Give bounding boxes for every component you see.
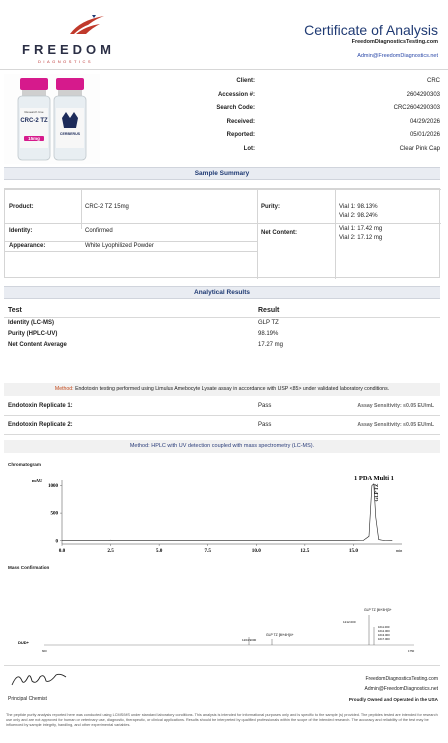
brand-subtitle: DIAGNOSTICS — [38, 59, 94, 64]
chromatogram-x-tick-label: 10.0 — [251, 548, 261, 554]
brand-logo — [22, 12, 115, 68]
chromatogram-peak-label: GLP TZ — [374, 483, 380, 502]
chromatogram-xunit: min — [396, 548, 403, 553]
endotoxin-sensitivity: Assay Sensitivity: ≤0.05 EU/mL — [357, 422, 434, 428]
product-value: CRC-2 TZ 15mg — [85, 204, 129, 210]
chromatogram-x-tick-label: 0.0 — [58, 548, 66, 554]
chromatogram-ylabel: mAU — [32, 478, 43, 483]
result-test: Purity (HPLC-UV) — [8, 331, 58, 337]
endotoxin-row — [4, 417, 440, 435]
info-row — [160, 78, 440, 90]
identity-value: Confirmed — [85, 228, 113, 234]
header-website: FreedomDiagnosticsTesting.com — [351, 39, 438, 45]
vial-label-dose: 15mg — [24, 136, 44, 141]
signer-title: Principal Chemist — [8, 696, 47, 702]
brand-wordmark: FREEDOM — [22, 42, 115, 57]
purity-label: Purity: — [261, 204, 281, 210]
section-header-analytical-results: Analytical Results — [4, 286, 440, 299]
section-header-sample-summary: Sample Summary — [4, 167, 440, 180]
appearance-value: White Lyophilized Powder — [85, 243, 154, 249]
mass-confirmation-title: Mass Confirmation — [8, 565, 50, 570]
appearance-label: Appearance: — [9, 243, 46, 249]
chromatogram-x-tick-label: 12.5 — [300, 548, 310, 554]
mass-cluster-4: 1617.000 — [378, 637, 390, 641]
chromatogram-chart — [4, 468, 440, 560]
method-text: Endotoxin testing performed using Limulus Amebocyte Lysate assay in accordance with USP <85> under validated laboratory conditions. — [75, 386, 390, 392]
info-row — [160, 92, 440, 104]
net-content-label: Net Content: — [261, 230, 297, 236]
info-value: 04/29/2026 — [409, 118, 440, 125]
results-col-result: Result — [258, 307, 280, 314]
chromatogram-x-tick-label: 2.5 — [107, 548, 114, 554]
info-row — [160, 119, 440, 131]
result-value: 98.19% — [258, 331, 279, 337]
footer-disclaimer: The peptide purity analysis reported here was conducted using LCMS/MS under standard laboratory conditions. This analysis is intended for informational purposes only and is specific to the sample (s) provided. The peptides tested are intended for research use only and are not approved for human or veterinary use, diagnostic, therapeutic, or clinical applications. Results should be interpreted by qualified professionals within the scope of the intended research. The accuracy and reliability of the test may be influenced by sample integrity, handling, and other experimental variables. — [6, 713, 438, 727]
chromatogram-title: Chromatogram — [8, 462, 41, 467]
info-value: CRC2604290303 — [393, 105, 440, 111]
header-email[interactable]: Admin@FreedomDiagnostics.net — [357, 53, 438, 59]
product-label: Product: — [9, 204, 34, 210]
net-content-vial-2: Vial 2: 17.12 mg — [339, 235, 383, 241]
flag-swoosh-icon — [22, 12, 112, 42]
mass-label-4h: GLP TZ [M+4H]4+ — [266, 633, 294, 637]
endotoxin-label: Endotoxin Replicate 1: — [8, 403, 73, 409]
chromatogram-x-tick-label: 7.5 — [204, 548, 211, 554]
header-divider — [0, 69, 448, 70]
info-value: 2604290303 — [406, 91, 440, 98]
info-key: Received: — [226, 118, 255, 125]
info-key: Search Code: — [216, 105, 255, 111]
chromatogram-x-tick-label: 5.0 — [155, 548, 163, 554]
footer-owned-note: Proudly Owned and Operated in the USA — [348, 697, 438, 702]
vial-label-name: CRC-2 TZ — [20, 118, 48, 124]
endotoxin-row — [4, 398, 440, 416]
result-test: Identity (LC-MS) — [8, 320, 54, 326]
footer-website[interactable]: FreedomDiagnosticsTesting.com — [365, 676, 438, 682]
mass-cluster-1: 1611.000 — [378, 625, 390, 629]
purity-vial-1: Vial 1: 98.13% — [339, 204, 378, 210]
identity-label: Identity: — [9, 228, 33, 234]
method-prefix: Method: — [54, 386, 74, 392]
mass-cluster-3: 1613.000 — [378, 633, 390, 637]
info-value: CRC — [427, 78, 440, 84]
chromatogram-y-tick-label: 500 — [50, 511, 58, 517]
chromatogram-x-tick-label: 15.0 — [348, 548, 358, 554]
mass-cluster-2: 1612.000 — [378, 629, 390, 633]
results-col-test: Test — [8, 307, 22, 314]
signature — [10, 669, 70, 689]
vial-label-top: Research Use — [24, 110, 44, 114]
page-title: Certificate of Analysis — [304, 22, 438, 38]
info-key: Client: — [236, 78, 255, 84]
info-value: 05/01/2026 — [409, 132, 440, 138]
chromatogram-y-tick-label: 0 — [55, 539, 58, 545]
mass-label-3h: GLP TZ [M+3H]3+ — [364, 608, 392, 612]
sample-summary-grid — [4, 188, 440, 278]
hplc-method-note: Method: HPLC with UV detection coupled with mass spectrometry (LC-MS). — [4, 440, 440, 453]
endotoxin-label: Endotoxin Replicate 2: — [8, 422, 73, 428]
footer-email[interactable]: Admin@FreedomDiagnostics.net — [364, 686, 438, 692]
info-value: Clear Pink Cap — [399, 145, 440, 152]
chromatogram-series-line — [62, 484, 392, 541]
info-row — [160, 132, 440, 144]
info-row — [160, 105, 440, 117]
info-row — [160, 146, 440, 158]
vial-photo — [4, 74, 100, 164]
purity-vial-2: Vial 2: 98.24% — [339, 213, 378, 219]
info-key: Lot: — [243, 145, 255, 152]
endotoxin-sensitivity: Assay Sensitivity: ≤0.05 EU/mL — [357, 403, 434, 409]
mass-spectrum-chart — [4, 575, 440, 660]
mass-label-1204: 1204.9000 — [242, 638, 257, 642]
result-value: GLP TZ — [258, 320, 279, 326]
info-key: Reported: — [226, 132, 255, 138]
net-content-vial-1: Vial 1: 17.42 mg — [339, 226, 383, 232]
mass-label-1212: 1212.000 — [343, 620, 356, 624]
vial-label-brand: CERBERUS — [59, 132, 81, 136]
mass-axis-label: DUD+ — [18, 640, 30, 645]
chromatogram-y-tick-label: 1000 — [48, 484, 58, 490]
result-test: Net Content Average — [8, 342, 67, 348]
info-key: Accession #: — [217, 91, 255, 98]
result-value: 17.27 mg — [258, 342, 284, 348]
endotoxin-result: Pass — [258, 422, 272, 428]
endotoxin-result: Pass — [258, 403, 272, 409]
mass-tick-end: 1750 — [408, 649, 415, 653]
chromatogram-series-label: 1 PDA Multi 1 — [354, 475, 394, 482]
endotoxin-method-note — [4, 383, 440, 396]
mass-tick-start: 600 — [42, 649, 47, 653]
